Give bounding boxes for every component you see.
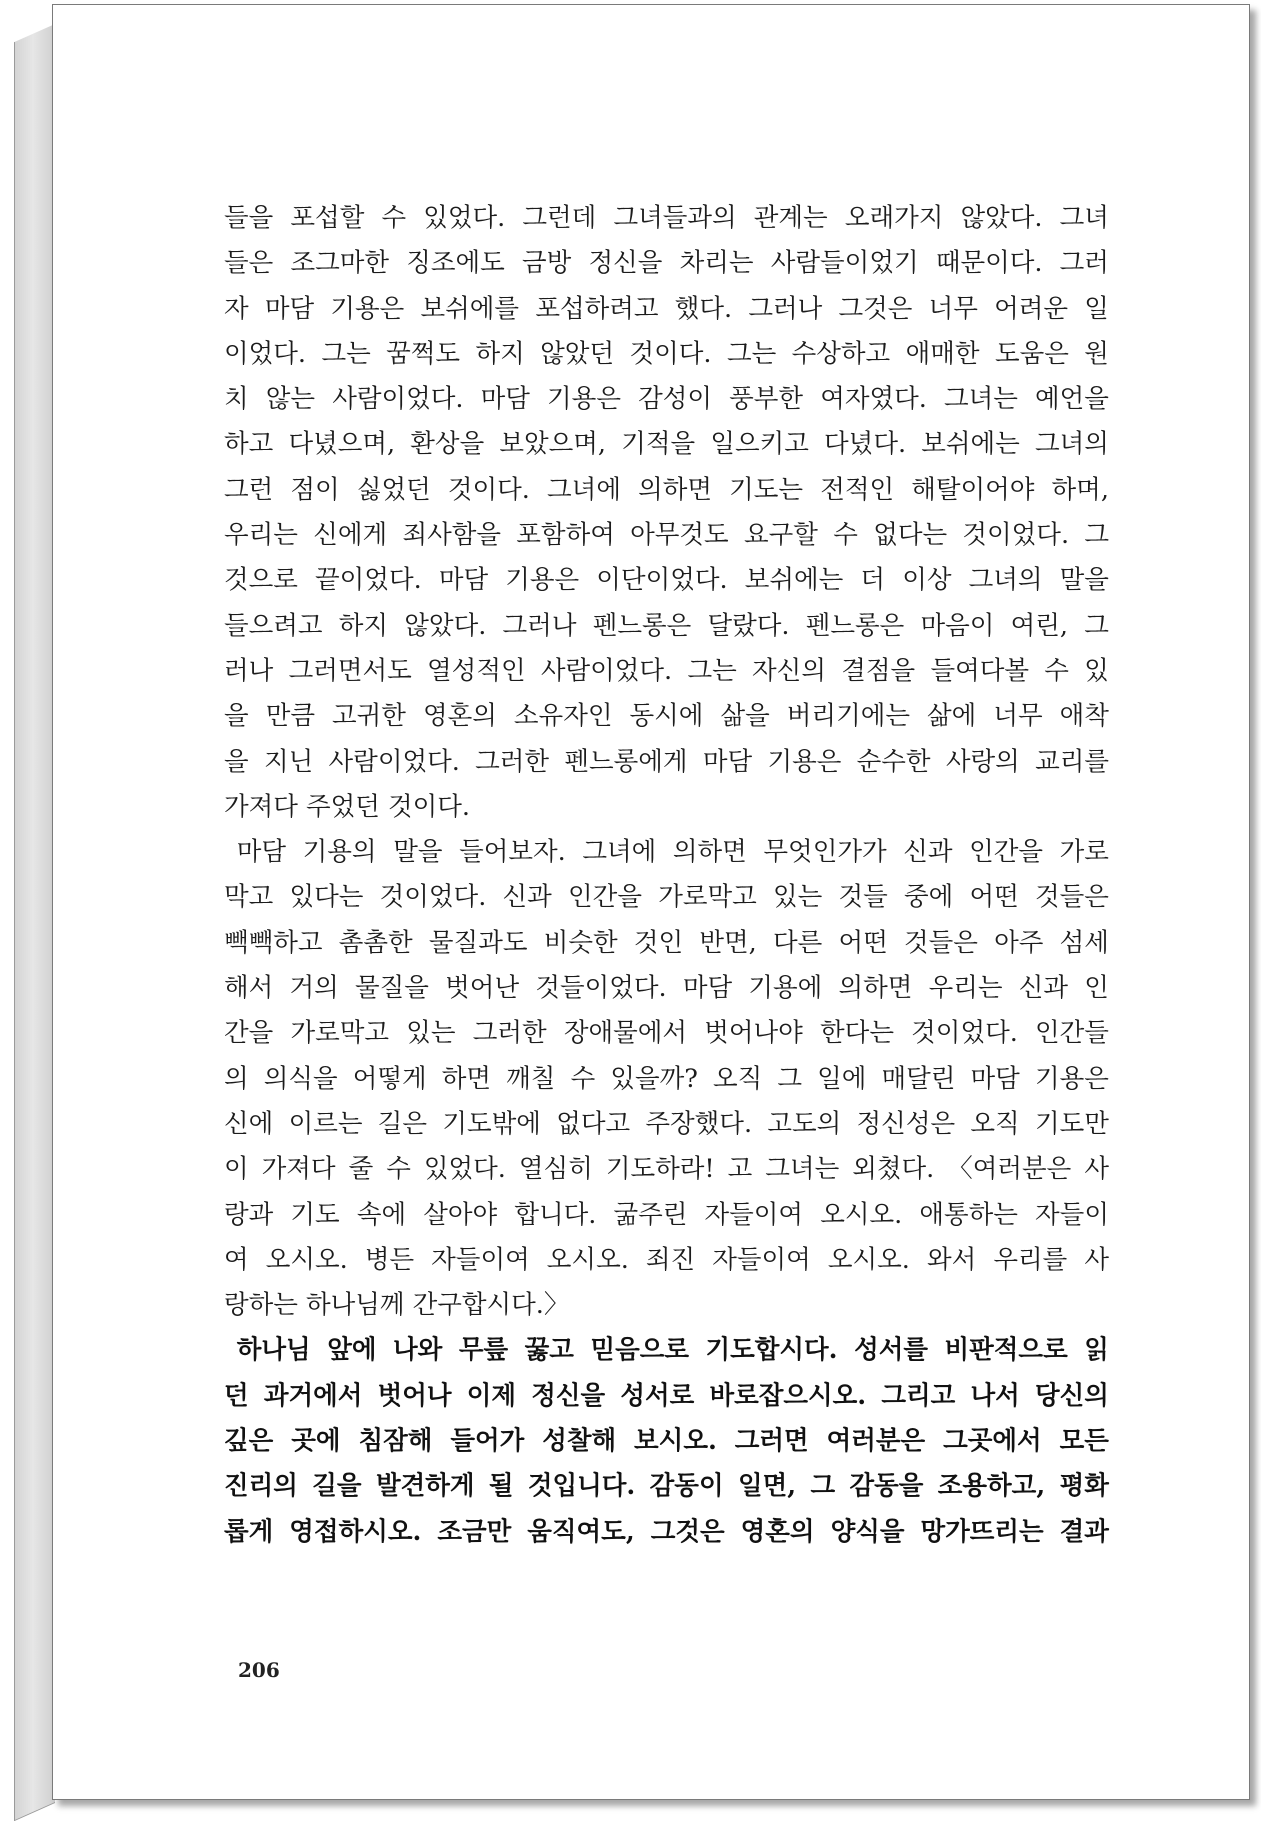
text-line: 하고 다녔으며, 환상을 보았으며, 기적을 일으키고 다녔다. 보쉬에는 그녀의 [224, 429, 1109, 460]
text-line: 마담 기용의 말을 들어보자. 그녀에 의하면 무엇인가가 신과 인간을 가로 [224, 837, 1109, 868]
text-line: 들을 포섭할 수 있었다. 그런데 그녀들과의 관계는 오래가지 않았다. 그녀 [224, 203, 1109, 233]
text-line: 랑과 기도 속에 살아야 합니다. 굶주린 자들이여 오시오. 애통하는 자들이 [224, 1199, 1109, 1230]
text-line: 해서 거의 물질을 벗어난 것들이었다. 마담 기용에 의하면 우리는 신과 인 [224, 973, 1109, 1004]
text-line: 을 만큼 고귀한 영혼의 소유자인 동시에 삶을 버리기에는 삶에 너무 애착 [224, 701, 1109, 732]
text-line: 롭게 영접하시오. 조금만 움직여도, 그것은 영혼의 양식을 망가뜨리는 결과 [224, 1516, 1109, 1547]
text-line: 하나님 앞에 나와 무릎 꿇고 믿음으로 기도합시다. 성서를 비판적으로 읽 [224, 1335, 1109, 1366]
text-line: 들은 조그마한 징조에도 금방 정신을 차리는 사람들이었기 때문이다. 그러 [224, 248, 1109, 279]
text-line: 간을 가로막고 있는 그러한 장애물에서 벗어나야 한다는 것이었다. 인간들 [224, 1018, 1109, 1049]
text-line: 빽빽하고 촘촘한 물질과도 비슷한 것인 반면, 다른 어떤 것들은 아주 섬세 [224, 927, 1109, 958]
text-line: 깊은 곳에 침잠해 들어가 성찰해 보시오. 그러면 여러분은 그곳에서 모든 [224, 1426, 1109, 1457]
text-line: 을 지닌 사람이었다. 그러한 펜느롱에게 마담 기용은 순수한 사랑의 교리를 [224, 746, 1109, 777]
text-line: 러나 그러면서도 열성적인 사람이었다. 그는 자신의 결점을 들여다볼 수 있 [224, 655, 1109, 686]
text-line: 의 의식을 어떻게 하면 깨칠 수 있을까? 오직 그 일에 매달린 마담 기용은 [224, 1063, 1109, 1094]
book-spine [14, 24, 55, 1821]
page-number: 206 [238, 1658, 280, 1682]
text-line: 가져다 주었던 것이다. [224, 791, 471, 822]
text-line: 들으려고 하지 않았다. 그러나 펜느롱은 달랐다. 펜느롱은 마음이 여린, 그 [224, 610, 1109, 641]
text-line: 진리의 길을 발견하게 될 것입니다. 감동이 일면, 그 감동을 조용하고, 평화 [224, 1471, 1109, 1502]
text-line: 막고 있다는 것이었다. 신과 인간을 가로막고 있는 것들 중에 어떤 것들은 [224, 882, 1109, 913]
text-line: 던 과거에서 벗어나 이제 정신을 성서로 바로잡으시오. 그리고 나서 당신의 [224, 1380, 1109, 1411]
text-line: 자 마담 기용은 보쉬에를 포섭하려고 했다. 그러나 그것은 너무 어려운 일 [224, 293, 1109, 324]
text-line: 이 가져다 줄 수 있었다. 열심히 기도하라! 고 그녀는 외쳤다. 〈여러분은 사 [224, 1154, 1109, 1185]
text-line: 랑하는 하나님께 간구합시다.〉 [224, 1290, 570, 1321]
body-text [224, 196, 1109, 1555]
text-line: 신에 이르는 길은 기도밖에 없다고 주장했다. 고도의 정신성은 오직 기도만 [224, 1108, 1109, 1139]
text-line: 여 오시오. 병든 자들이여 오시오. 죄진 자들이여 오시오. 와서 우리를 사 [224, 1244, 1109, 1275]
text-line: 그런 점이 싫었던 것이다. 그녀에 의하면 기도는 전적인 해탈이어야 하며, [224, 474, 1109, 505]
text-line: 것으로 끝이었다. 마담 기용은 이단이었다. 보쉬에는 더 이상 그녀의 말을 [224, 565, 1109, 596]
text-line: 이었다. 그는 꿈쩍도 하지 않았던 것이다. 그는 수상하고 애매한 도움은 원 [224, 338, 1109, 369]
text-line: 우리는 신에게 죄사함을 포함하여 아무것도 요구할 수 없다는 것이었다. 그 [224, 520, 1109, 551]
text-line: 치 않는 사람이었다. 마담 기용은 감성이 풍부한 여자였다. 그녀는 예언을 [224, 384, 1109, 415]
